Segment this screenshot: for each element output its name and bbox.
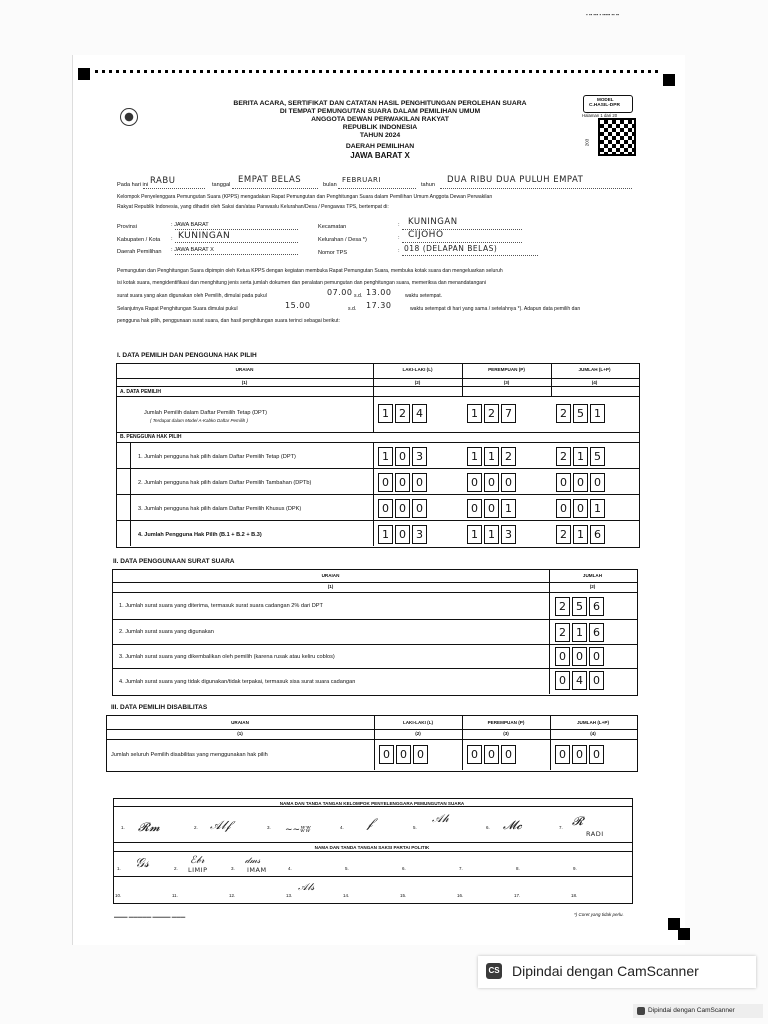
title-line-4: REPUBLIK INDONESIA <box>342 124 418 131</box>
signature-saksi-13: 𝒜𝓁𝓈 <box>298 882 315 893</box>
s1-row-4-label: 4. Jumlah Pengguna Hak Pilih (B.1 + B.2 + B.3) <box>138 532 262 538</box>
digit-box: 0 <box>395 447 410 466</box>
digit-box: 1 <box>467 447 482 466</box>
digit-box: 0 <box>379 745 394 764</box>
digit-box: 3 <box>412 447 427 466</box>
s1-row-3-label: 3. Jumlah pengguna hak pilih dalam Daftar Pemilih Khusus (DPK) <box>138 506 302 512</box>
model-line-1: MODEL <box>597 97 614 102</box>
signature-slot-number: 4. <box>340 825 344 830</box>
signature-slot-number: 2. <box>174 866 178 871</box>
signature-saksi-3: 𝒹𝓂𝓈 <box>245 856 261 866</box>
signature-slot-number: 1. <box>121 825 125 830</box>
paragraph-line-5: pengguna hak pilih, penggunaan surat suara, dan hasil penghitungan suara terinci sebagai berikut: <box>117 318 340 324</box>
digit-box: 0 <box>396 745 411 764</box>
digit-box: 5 <box>590 447 605 466</box>
digit-box: 0 <box>484 499 499 518</box>
digit-box: 3 <box>412 525 427 544</box>
digit-box: 7 <box>501 404 516 423</box>
s2-row-3-label: 3. Jumlah surat suara yang dikembalikan oleh pemilih (karena rusak atau keliru coblos) <box>119 654 335 660</box>
corner-marker-bottom-right-2 <box>678 928 690 940</box>
digit-box: 1 <box>484 447 499 466</box>
paragraph-time-3: 15.00 <box>285 301 311 310</box>
signature-slot-number: 6. <box>486 825 490 830</box>
page-info: Halaman 1 dari 20 <box>582 113 618 118</box>
digit-box: 0 <box>556 499 571 518</box>
camscanner-small-watermark <box>633 1004 763 1018</box>
s1-a-row: Jumlah Pemilih dalam Daftar Pemilih Tetap (DPT) <box>144 410 268 416</box>
digit-box: 1 <box>590 499 605 518</box>
signature-slot-number: 16. <box>457 893 464 898</box>
s3-num-2: (2) <box>415 731 421 736</box>
paragraph-line-1: Pemungutan dan Penghitungan Suara dipimpin oleh Ketua KPPS dengan kegiatan membuka Rapat Pemungutan Suara, membuka kotak suara dan mengeluarkan seluruh <box>117 268 503 274</box>
digit-box: 1 <box>590 404 605 423</box>
digit-box: 0 <box>572 647 587 666</box>
digit-box: 1 <box>484 525 499 544</box>
s3-col-uraian: URAIAN <box>231 720 249 725</box>
digit-box: 2 <box>556 447 571 466</box>
day-value: RABU <box>150 176 176 186</box>
digit-box: 0 <box>467 745 482 764</box>
qr-code-number: 203 <box>584 138 590 147</box>
digit-box: 0 <box>589 745 604 764</box>
signature-slot-number: 8. <box>516 866 520 871</box>
signature-slot-number: 4. <box>288 866 292 871</box>
s2-row-2-label: 2. Jumlah surat suara yang digunakan <box>119 629 214 635</box>
digit-box: 5 <box>572 597 587 616</box>
title-line-5: TAHUN 2024 <box>359 132 401 139</box>
signature-slot-number: 15. <box>400 893 407 898</box>
signature-slot-number: 11. <box>172 893 178 898</box>
digit-box: 0 <box>555 671 570 690</box>
digit-box: 0 <box>573 499 588 518</box>
digit-box: 1 <box>467 525 482 544</box>
digit-box: 4 <box>412 404 427 423</box>
section-1-title: I. DATA PEMILIH DAN PENGGUNA HAK PILIH <box>117 352 257 359</box>
s1-col-lk: LAKI-LAKI (L) <box>402 367 433 372</box>
tps-label: Nomor TPS <box>318 250 348 256</box>
digit-box: 0 <box>378 473 393 492</box>
saksi-name-2: IMAM <box>247 866 267 874</box>
signature-slot-number: 14. <box>343 893 350 898</box>
s3-row-label: Jumlah seluruh Pemilih disabilitas yang menggunakan hak pilih <box>111 752 268 758</box>
digit-box: 0 <box>555 745 570 764</box>
s2-col-uraian: URAIAN <box>321 573 340 578</box>
s3-col-jml: JUMLAH (L+P) <box>576 720 610 725</box>
s1-num-3: (3) <box>503 380 510 385</box>
s1-num-4: (4) <box>591 380 598 385</box>
title-line-1: BERITA ACARA, SERTIFIKAT DAN CATATAN HASIL PENGHITUNGAN PEROLEHAN SUARA <box>233 100 527 107</box>
digit-box: 2 <box>556 525 571 544</box>
digit-box: 0 <box>556 473 571 492</box>
s2-row-4-label: 4. Jumlah surat suara yang tidak digunakan/tidak terpakai, termasuk sisa surat suara cadangan <box>119 679 356 685</box>
signature-slot-number: 17. <box>514 893 521 898</box>
tps-value: 018 (DELAPAN BELAS) <box>404 244 498 253</box>
footer-code: ▬▬▬ ▬▬▬▬▬ ▬▬▬▬ ▬▬▬ <box>114 914 186 919</box>
digit-box: 1 <box>378 447 393 466</box>
dotted-border-top <box>95 70 660 73</box>
paragraph-line-2: isi kotak suara, mengidentifikasi dan menghitung jenis serta jumlah dokumen dan peralatan pemungutan dan penghitungan suara, memeriksa dan menandatangani <box>117 280 486 286</box>
digit-box: 0 <box>467 499 482 518</box>
signature-kpps-5: 𝒜𝒽 <box>432 812 449 825</box>
month-label: bulan <box>323 182 337 188</box>
kabupaten-label: Kabupaten / Kota <box>117 237 161 243</box>
signature-slot-number: 2. <box>194 825 198 830</box>
s3-col-pr: PEREMPUAN (P) <box>487 720 525 725</box>
digit-box: 2 <box>395 404 410 423</box>
digit-box: 0 <box>555 647 570 666</box>
dapil-value: : JAWA BARAT X <box>171 247 214 253</box>
s1-col-uraian: URAIAN <box>235 367 254 372</box>
s2-col-jml: JUMLAH <box>582 573 603 578</box>
s1-col-jml: JUMLAH (L+P) <box>578 367 611 372</box>
s1-a-label: A. DATA PEMILIH <box>120 389 162 395</box>
region-value: JAWA BARAT X <box>350 151 410 160</box>
model-line-2: C.HASIL-DPR <box>589 103 620 108</box>
digit-box: 2 <box>555 623 570 642</box>
paragraph-sd-2: s.d. <box>348 306 357 312</box>
signature-slot-number: 9. <box>573 866 577 871</box>
s1-num-1: (1) <box>241 380 248 385</box>
camscanner-label: Dipindai dengan CamScanner <box>512 963 699 979</box>
provinsi-label: Provinsi <box>117 224 137 230</box>
camscanner-small-label: Dipindai dengan CamScanner <box>648 1007 735 1014</box>
paragraph-sd-1: s.d. <box>354 293 363 299</box>
region-label: DAERAH PEMILIHAN <box>345 143 415 150</box>
digit-box: 0 <box>573 473 588 492</box>
year-value: DUA RIBU DUA PULUH EMPAT <box>447 175 584 185</box>
signature-saksi-1: 𝒢𝓈 <box>135 856 150 871</box>
paragraph-line-3b: waktu setempat. <box>405 293 443 299</box>
day-label: Pada hari ini <box>117 182 149 188</box>
s2-row-1-label: 1. Jumlah surat suara yang diterima, termasuk surat suara cadangan 2% dari DPT <box>119 603 323 609</box>
top-edge-mark: ▪ ▪▪ ▪▪▪ ▪ ▪▪▪▪▪ ▪▪ ▪▪ <box>586 12 620 17</box>
signature-slot-number: 3. <box>231 866 235 871</box>
footer-note: *) Coret yang tidak perlu. <box>574 912 624 917</box>
qr-code-icon <box>598 118 636 156</box>
s3-num-3: (3) <box>503 731 509 736</box>
digit-box: 0 <box>467 473 482 492</box>
signature-slot-number: 1. <box>117 866 121 871</box>
s2-num-2: (2) <box>589 584 596 589</box>
corner-marker-top-left <box>78 68 90 80</box>
dapil-label: Daerah Pemilihan <box>117 249 162 255</box>
signature-slot-number: 6. <box>402 866 406 871</box>
digit-box: 1 <box>467 404 482 423</box>
intro-text-2: Rakyat Republik Indonesia, yang dihadiri oleh Saksi dan/atau Panwaslu Kelurahan/Desa / Pengawas TPS, bertempat di: <box>117 204 389 210</box>
digit-box: 0 <box>589 647 604 666</box>
digit-box: 1 <box>572 623 587 642</box>
digit-box: 1 <box>501 499 516 518</box>
digit-box: 0 <box>501 745 516 764</box>
digit-box: 6 <box>589 597 604 616</box>
signature-slot-number: 7. <box>559 825 563 830</box>
signature-slot-number: 5. <box>345 866 349 871</box>
digit-box: 1 <box>378 404 393 423</box>
section-2-title: II. DATA PENGGUNAAN SURAT SUARA <box>113 558 235 565</box>
signature-kpps-7: 𝓡 <box>572 814 584 828</box>
digit-box: 0 <box>413 745 428 764</box>
signature-slot-number: 18. <box>571 893 578 898</box>
s3-num-4: (4) <box>590 731 596 736</box>
digit-box: 0 <box>412 473 427 492</box>
digit-box: 2 <box>484 404 499 423</box>
s3-num-1: (1) <box>237 731 243 736</box>
month-value: FEBRUARI <box>342 176 381 184</box>
signature-kpps-4: 𝒻 <box>367 816 373 831</box>
kpps-signature-title: NAMA DAN TANDA TANGAN KELOMPOK PENYELENGGARA PEMUNGUTAN SUARA <box>279 801 465 806</box>
digit-box: 3 <box>501 525 516 544</box>
signature-slot-number: 12. <box>229 893 236 898</box>
signature-kpps-3: ~~ʬʬ <box>285 825 311 835</box>
paragraph-time-4: 17.30 <box>366 301 392 310</box>
digit-box: 4 <box>572 671 587 690</box>
kecamatan-label: Kecamatan <box>318 224 347 230</box>
s2-num-1: (1) <box>327 584 334 589</box>
saksi-signature-title: NAMA DAN TANDA TANGAN SAKSI PARTAI POLITIK <box>314 845 430 850</box>
signature-slot-number: 13. <box>286 893 293 898</box>
s1-a-note: ( Terdapat dalam Model A-Kabko Daftar Pemilih ) <box>150 418 248 423</box>
kpps-name-7: RADI <box>586 830 604 838</box>
signature-slot-number: 7. <box>459 866 463 871</box>
digit-box: 0 <box>590 473 605 492</box>
digit-box: 0 <box>395 499 410 518</box>
digit-box: 0 <box>484 745 499 764</box>
provinsi-value: : JAWA BARAT <box>171 222 209 228</box>
s3-col-lk: LAKI-LAKI (L) <box>402 720 434 725</box>
s1-col-pr: PEREMPUAN (P) <box>488 367 525 372</box>
paragraph-time-2: 13.00 <box>366 288 392 297</box>
signature-slot-number: 5. <box>413 825 417 830</box>
s1-row-2-label: 2. Jumlah pengguna hak pilih dalam Daftar Pemilih Tambahan (DPTb) <box>138 480 312 486</box>
digit-box: 0 <box>412 499 427 518</box>
camscanner-small-logo-icon <box>637 1007 645 1015</box>
digit-box: 0 <box>395 525 410 544</box>
camscanner-logo-icon: CS <box>486 963 502 979</box>
title-line-3: ANGGOTA DEWAN PERWAKILAN RAKYAT <box>311 116 449 123</box>
paragraph-time-1: 07.00 <box>327 288 353 297</box>
year-label: tahun <box>421 182 435 188</box>
digit-box: 6 <box>590 525 605 544</box>
digit-box: 0 <box>378 499 393 518</box>
digit-box: 2 <box>556 404 571 423</box>
date-value: EMPAT BELAS <box>238 175 302 185</box>
digit-box: 0 <box>501 473 516 492</box>
s1-b-label: B. PENGGUNA HAK PILIH <box>120 434 182 440</box>
digit-box: 0 <box>572 745 587 764</box>
digit-box: 2 <box>501 447 516 466</box>
paragraph-line-4a: Selanjutnya Rapat Penghitungan Suara dimulai pukul <box>117 306 238 312</box>
paragraph-line-3a: surat suara yang akan digunakan oleh Pemilih, dimulai pada pukul <box>117 293 267 299</box>
digit-box: 0 <box>395 473 410 492</box>
kecamatan-value: KUNINGAN <box>408 217 458 227</box>
signature-kpps-6: 𝓜𝓬 <box>503 818 522 832</box>
digit-box: 0 <box>589 671 604 690</box>
title-line-2: DI TEMPAT PEMUNGUTAN SUARA DALAM PEMILIHAN UMUM <box>279 108 481 115</box>
digit-box: 5 <box>573 404 588 423</box>
digit-box: 2 <box>555 597 570 616</box>
digit-box: 0 <box>484 473 499 492</box>
corner-marker-top-right <box>663 74 675 86</box>
paragraph-line-4b: waktu setempat di hari yang sama / setelahnya *). Adapun data pemilih dan <box>410 306 581 312</box>
saksi-name-1: LIMIP <box>188 866 208 874</box>
intro-text-1: Kelompok Penyelenggara Pemungutan Suara (KPPS) mengadakan Rapat Pemungutan dan Penghitungan Suara dalam Pemilihan Umum Anggota Dewan Perwakilan <box>117 194 493 200</box>
signature-slot-number: 3. <box>267 825 271 830</box>
signature-kpps-1: 𝓡𝓶 <box>138 820 160 834</box>
digit-box: 1 <box>573 525 588 544</box>
signature-kpps-2: 𝒜𝓁𝒻 <box>210 818 231 832</box>
section-3-title: III. DATA PEMILIH DISABILITAS <box>111 704 208 711</box>
date-label: tanggal <box>212 182 231 188</box>
kelurahan-value: CIJOHO <box>408 230 444 240</box>
s1-row-1-label: 1. Jumlah pengguna hak pilih dalam Daftar Pemilih Tetap (DPT) <box>138 454 296 460</box>
digit-box: 1 <box>378 525 393 544</box>
kelurahan-label: Kelurahan / Desa *) <box>318 237 367 243</box>
signature-saksi-2: ℰ𝒷𝓇 <box>190 855 205 866</box>
s1-num-2: (2) <box>414 380 421 385</box>
kabupaten-value: KUNINGAN <box>178 231 231 241</box>
signature-slot-number: 10. <box>115 893 122 898</box>
digit-box: 1 <box>573 447 588 466</box>
camscanner-watermark <box>478 956 756 988</box>
digit-box: 6 <box>589 623 604 642</box>
